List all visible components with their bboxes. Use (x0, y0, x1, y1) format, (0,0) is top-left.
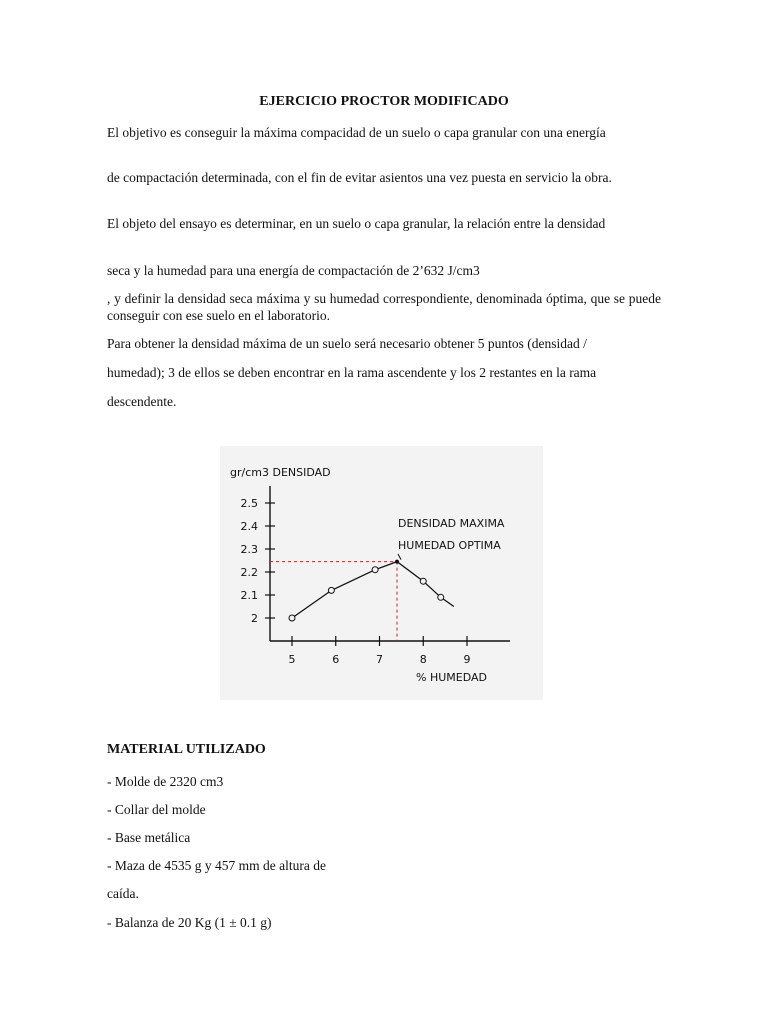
material-item-scale: - Balanza de 20 Kg (1 ± 0.1 g) (107, 915, 272, 930)
line-points-2: humedad); 3 de ellos se deben encontrar en la rama ascendente y los 2 restantes en la rama (107, 365, 597, 380)
chart-annotation-opt: HUMEDAD OPTIMA (398, 539, 501, 552)
maximum-point (395, 560, 399, 564)
paragraph-define: , y definir la densidad seca máxima y su humedad correspondiente, denominada óptima, que se puede conseguir con ese suelo en el laboratorio. (107, 291, 661, 323)
material-item-hammer-continued: caída. (107, 886, 139, 901)
document-title: EJERCICIO PROCTOR MODIFICADO (259, 94, 509, 109)
data-point (328, 587, 334, 593)
y-tick-label: 2.5 (240, 497, 258, 510)
x-tick-label: 5 (288, 653, 296, 666)
section-title-material: MATERIAL UTILIZADO (107, 742, 266, 757)
material-item-hammer: - Maza de 4535 g y 457 mm de altura de (107, 858, 326, 873)
data-point (438, 594, 444, 600)
proctor-chart (220, 446, 543, 700)
annotation-leader (398, 554, 401, 560)
material-item-base: - Base metálica (107, 830, 191, 845)
x-tick-label: 7 (376, 653, 383, 666)
chart-ylabel: gr/cm3 DENSIDAD (230, 466, 331, 479)
x-tick-label: 9 (463, 653, 471, 666)
y-tick-label: 2.3 (240, 543, 258, 556)
y-tick-label: 2.1 (240, 589, 258, 602)
x-tick-label: 6 (332, 653, 340, 666)
paragraph-objective-continued: de compactación determinada, con el fin de evitar asientos una vez puesta en servicio la obra. (107, 170, 612, 185)
material-item-collar: - Collar del molde (107, 802, 206, 817)
y-tick-label: 2.2 (240, 566, 258, 579)
paragraph-test-object: El objeto del ensayo es determinar, en un suelo o capa granular, la relación entre la densidad (107, 216, 606, 231)
material-item-mold: - Molde de 2320 cm3 (107, 774, 224, 789)
y-tick-label: 2.4 (240, 520, 258, 533)
paragraph-energy: seca y la humedad para una energía de compactación de 2’632 J/cm3 (107, 263, 480, 278)
proctor-chart-svg (220, 446, 543, 700)
paragraph-objective: El objetivo es conseguir la máxima compacidad de un suelo o capa granular con una energía (107, 125, 606, 140)
line-points-1: Para obtener la densidad máxima de un suelo será necesario obtener 5 puntos (densidad / (107, 336, 587, 351)
data-point (420, 578, 426, 584)
line-points-3: descendente. (107, 394, 177, 409)
chart-xlabel: % HUMEDAD (416, 671, 487, 684)
data-point (372, 567, 378, 573)
data-point (289, 615, 295, 621)
y-tick-label: 2 (251, 612, 258, 625)
chart-annotation-max: DENSIDAD MAXIMA (398, 517, 505, 530)
x-tick-label: 8 (419, 653, 427, 666)
